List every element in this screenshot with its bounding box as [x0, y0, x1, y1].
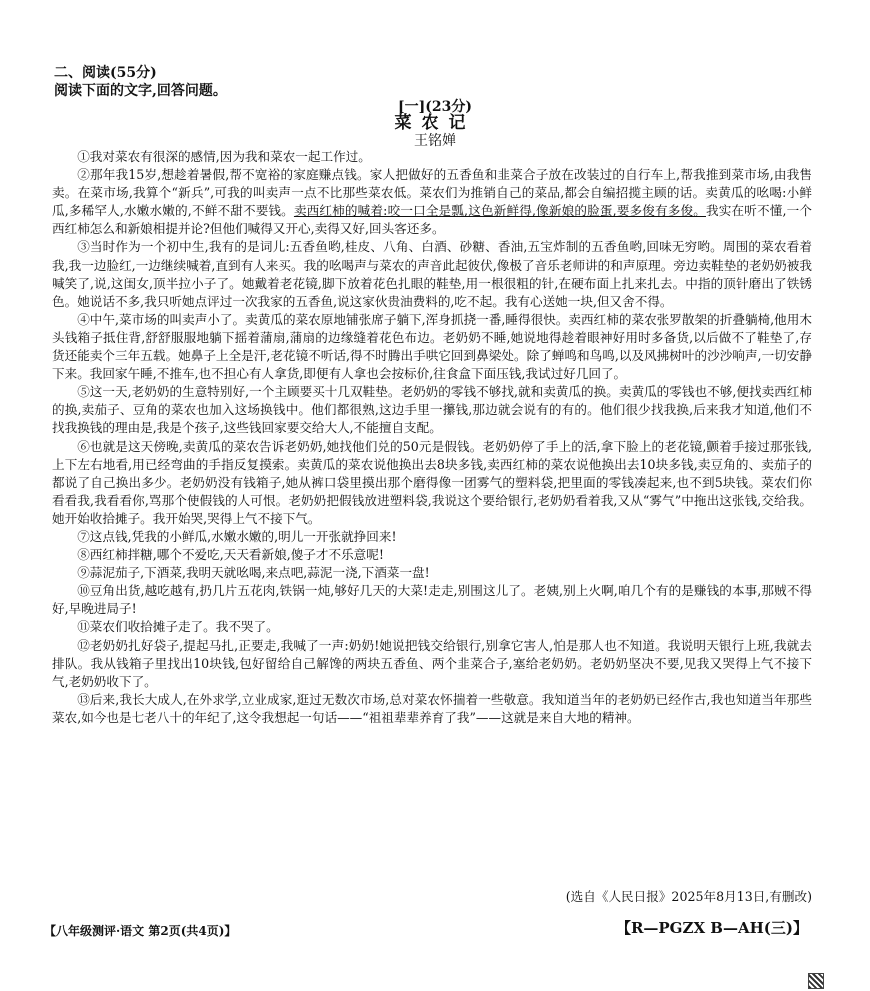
paragraph-text: ④中午,菜市场的叫卖声小了。卖黄瓜的菜农原地铺张席子躺下,浑身抓挠一番,睡得很快。卖西红柿的菜农张罗散架的折叠躺椅,他用木头钱箱子抵住背,舒舒服服地躺下摇着蒲扇,蒲扇的边缘缝着花色布边。老奶奶不睡,她说地得趁着眼神好用时多备货,以后做不了鞋垫了,存货还能卖个三年五载。她鼻子上全是汗,老花镜不听话,得不时腾出手哄它回到鼻梁处。除了蝉鸣和鸟鸣,以及风拂树叶的沙沙响声,一切安静下来。我回家午睡,不推车,也不担心有人拿货,即便有人拿也会按标价,往食盒下面压钱,我试过好几回了。 — [52, 311, 812, 382]
article-body — [52, 148, 812, 727]
paragraph-text: ⑥也就是这天傍晚,卖黄瓜的菜农告诉老奶奶,她找他们兑的50元是假钱。老奶奶停了手上的活,拿下脸上的老花镜,颤着手接过那张钱,上下左右地看,用已经弯曲的手指反复摸索。卖黄瓜的菜农说他换出去8块多钱,卖西红柿的菜农说他换出去10块多钱,卖豆角的、卖茄子的都说了自己换出多少。老奶奶没有钱箱子,她从裤口袋里摸出那个磨得像一团雾气的塑料袋,把里面的零钱凑起来,也不到5块钱。菜农们你看看我,我看看你,骂那个使假钱的人可恨。老奶奶把假钱放进塑料袋,我说这个要给银行,老奶奶看着我,又从“雾气”中拖出这张钱,交给我。她开始收拾摊子。我开始哭,哭得上气不接下气。 — [52, 438, 812, 526]
footer-left: 【八年级测评·语文 第2页(共4页)】 — [44, 924, 237, 938]
section-heading: 二、阅读(55分) — [54, 65, 157, 81]
paragraph-text: ⑩豆角出货,越吃越有,扔几片五花肉,铁锅一炖,够好几天的大菜!走走,别围这儿了。老姨,别上火啊,咱几个有的是赚钱的本事,那贼不得好,早晚进局子! — [52, 583, 812, 617]
article-title: 菜农记 — [394, 113, 476, 133]
paragraph-text: ⑦这点钱,凭我的小鲜瓜,水嫩水嫩的,明儿一开张就挣回来! — [77, 528, 397, 544]
paragraph-text: ⑤这一天,老奶奶的生意特别好,一个主顾要买十几双鞋垫。老奶奶的零钱不够找,就和卖黄瓜的换。卖黄瓜的零钱也不够,便找卖西红柿的换,卖茄子、豆角的菜农也加入这场换钱中。他们都很熟,这边手里一攥钱,那边就会说有的有的。他们很少找我换,后来我才知道,他们不找我换钱的理由是,我是个孩子,这些钱回家要交给大人,不能擅自支配。 — [52, 384, 812, 436]
part-label: [一](23分) — [398, 99, 472, 115]
paragraph-text: 我实在听不懂,一个西红柿怎么和新娘相提并论?但他们喊得又开心,卖得又好,回头客还多。 — [52, 203, 812, 237]
article-paragraph — [52, 564, 812, 582]
article-paragraph — [52, 148, 812, 166]
paragraph-text: ⑨蒜泥茄子,下酒菜,我明天就吆喝,来点吧,蒜泥一浇,下酒菜一盘! — [77, 565, 430, 581]
paragraph-text: ⑪菜农们收拾摊子走了。我不哭了。 — [77, 619, 279, 635]
paragraph-text: ③当时作为一个初中生,我有的是词儿:五香鱼哟,桂皮、八角、白酒、砂糖、香油,五宝炸制的五香鱼哟,回味无穷哟。周围的菜农看着我,我一边脸红,一边继续喊着,直到有人来买。我的吆喝声与菜农的声音此起彼伏,像极了音乐老师讲的和声原理。旁边卖鞋垫的老奶奶被我喊笑了,说,这闺女,顶半拉小子了。她戴着老花镜,脚下放着花色扎眼的鞋垫,用一根很粗的针,在硬布面上扎来扎去。中指的顶针磨出了铁锈色。她说话不多,我只听她点评过一次我家的五香鱼,说这家伙贵油费料的,吃不起。我有心送她一块,但又舍不得。 — [52, 239, 812, 309]
underlined-sentence: 卖西红柿的喊着:咬一口全是瓢,这色新鲜得,像新娘的脸蛋,要多俊有多俊。 — [293, 203, 706, 219]
article-paragraph — [52, 691, 812, 727]
paragraph-text: ②那年我15岁,想趁着暑假,帮不宽裕的家庭赚点钱。家人把做好的五香鱼和韭菜合子放在改装过的自行车上,帮我推到菜市场,由我售卖。在菜市场,我算个“新兵”,可我的叫卖声一点不比那些菜农低。菜农们为推销自己的菜品,都会自编招揽主顾的话。卖黄瓜的吆喝:小鲜瓜,多稀罕人,水嫩水嫩的,不鲜不甜不要钱。 — [52, 167, 812, 219]
paragraph-text: ⑬后来,我长大成人,在外求学,立业成家,逛过无数次市场,总对菜农怀揣着一些敬意。我知道当年的老奶奶已经作古,我也知道当年那些菜农,如今也是七老八十的年纪了,这令我想起一句话——“祖祖辈辈养育了我”——这就是来自大地的精神。 — [52, 691, 812, 725]
article-paragraph — [52, 618, 812, 636]
article-paragraph — [52, 637, 812, 691]
article-source: (选自《人民日报》2025年8月13日,有删改) — [565, 889, 812, 904]
qr-code-icon — [808, 973, 824, 989]
article-paragraph — [52, 311, 812, 383]
paragraph-text: ⑫老奶奶扎好袋子,提起马扎,正要走,我喊了一声:奶奶!她说把钱交给银行,别拿它害人,怕是那人也不知道。我说明天银行上班,我就去排队。我从钱箱子里找出10块钱,包好留给自己解馋的两块五香鱼、两个韭菜合子,塞给老奶奶。老奶奶坚决不要,见我又哭得上气不接下气,老奶奶收下了。 — [52, 637, 812, 689]
article-paragraph — [52, 383, 812, 437]
reading-instruction: 阅读下面的文字,回答问题。 — [54, 83, 227, 99]
article-paragraph — [52, 546, 812, 564]
paragraph-text: ①我对菜农有很深的感情,因为我和菜农一起工作过。 — [77, 149, 371, 164]
article-paragraph — [52, 528, 812, 546]
article-paragraph — [52, 438, 812, 528]
footer-right: 【R—PGZX B—AH(三)】 — [615, 919, 808, 937]
paragraph-text: ⑧西红柿拌糖,哪个不爱吃,天天看新娘,傻子才不乐意呢! — [77, 547, 384, 563]
article-paragraph — [52, 166, 812, 238]
article-paragraph — [52, 238, 812, 310]
article-paragraph — [52, 582, 812, 618]
article-author: 王铭婵 — [414, 133, 456, 149]
